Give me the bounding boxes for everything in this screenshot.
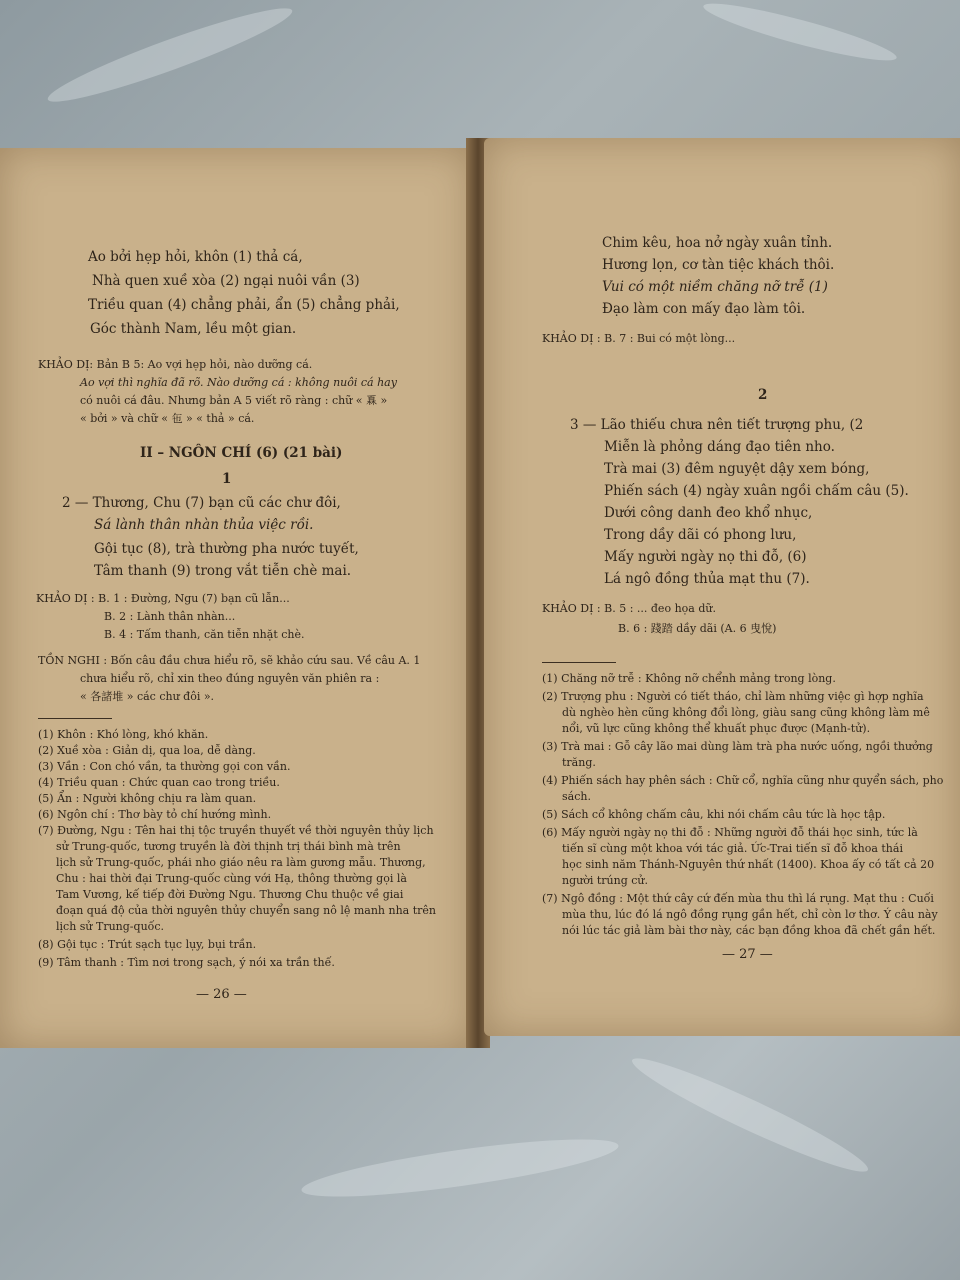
footnote: tiến sĩ cùng một khoa với tác giả. Ức-Trai tiến sĩ đỗ khoa thái	[562, 842, 903, 855]
footnote-divider	[38, 718, 112, 719]
poem-line: Vui có một niềm chăng nỡ trễ (1)	[602, 279, 828, 295]
stone-vein	[626, 1046, 874, 1183]
footnote: (7) Đường, Ngu : Tên hai thị tộc truyền thuyết về thời nguyên thủy lịch	[38, 824, 434, 837]
footnote: (2) Xuề xòa : Giản dị, qua loa, dễ dàng.	[38, 744, 256, 757]
ton-nghi-note: chưa hiểu rõ, chỉ xin theo đúng nguyên văn phiên ra :	[80, 672, 380, 685]
footnote-divider	[542, 662, 616, 663]
poem-line: 2 — Thương, Chu (7) bạn cũ các chư đôi,	[62, 495, 341, 511]
footnote: sách.	[562, 790, 591, 803]
khao-di-note: KHẢO DỊ : B. 1 : Đường, Ngu (7) bạn cũ lẫn...	[36, 592, 290, 605]
ton-nghi-note: « 各諸堆 » các chư đôi ».	[80, 690, 215, 703]
open-book	[0, 118, 960, 1063]
poem-line: Gội tục (8), trà thường pha nước tuyết,	[94, 541, 359, 557]
poem-line: Phiến sách (4) ngày xuân ngồi chấm câu (5).	[604, 483, 909, 499]
poem-line: Chim kêu, hoa nở ngày xuân tỉnh.	[602, 235, 833, 251]
footnote: người trúng cử.	[562, 874, 648, 887]
footnote: (3) Trà mai : Gỗ cây lão mai dùng làm trà pha nước uống, ngồi thưởng	[542, 740, 933, 753]
footnote: trăng.	[562, 756, 596, 769]
poem-line: Ao bởi hẹp hỏi, khôn (1) thả cá,	[88, 249, 303, 265]
poem-line: Hương lọn, cơ tàn tiệc khách thôi.	[602, 257, 835, 273]
poem-line: Triều quan (4) chẳng phải, ẩn (5) chẳng phải,	[88, 297, 400, 313]
footnote: mùa thu, lúc đó lá ngô đồng rụng gần hết, chỉ còn lơ thơ. Ý câu này	[562, 908, 938, 921]
footnote: (4) Triều quan : Chức quan cao trong triều.	[38, 776, 280, 789]
poem-line: Trong dầy dãi có phong lưu,	[604, 527, 797, 543]
khao-di-note: B. 4 : Tấm thanh, căn tiễn nhặt chè.	[104, 628, 305, 641]
khao-di-note: KHẢO DỊ: Bản B 5: Ao vợi hẹp hỏi, nào dưỡng cá.	[38, 358, 313, 371]
stone-vein	[299, 1128, 621, 1208]
footnote: (6) Mấy người ngày nọ thi đỗ : Những người đỗ thái học sinh, tức là	[542, 826, 918, 839]
section-number: 2	[758, 387, 768, 403]
footnote: (8) Gội tục : Trút sạch tục lụy, bụi trần.	[38, 938, 257, 951]
ton-nghi-note: TỒN NGHI : Bốn câu đầu chưa hiểu rõ, sẽ khảo cứu sau. Về câu A. 1	[38, 654, 421, 667]
poem-line: Trà mai (3) đêm nguyệt dậy xem bóng,	[604, 461, 870, 477]
poem-line: Nhà quen xuề xòa (2) ngại nuôi vần (3)	[92, 273, 360, 289]
footnote: (4) Phiến sách hay phên sách : Chữ cổ, nghĩa cũng như quyển sách, pho	[542, 774, 944, 787]
page-number: — 27 —	[722, 947, 773, 962]
footnote: (1) Khôn : Khó lòng, khó khăn.	[38, 728, 209, 741]
stone-vein	[700, 0, 899, 69]
poem-line: Góc thành Nam, lều một gian.	[90, 321, 297, 337]
page-number: — 26 —	[196, 987, 247, 1002]
footnote: (6) Ngôn chí : Thơ bày tỏ chí hướng mình.	[38, 808, 272, 821]
footnote: (5) Sách cổ không chấm câu, khi nói chấm câu tức là học tập.	[542, 808, 886, 821]
left-page	[0, 148, 472, 1048]
footnote: Tam Vương, kế tiếp đời Đường Ngu. Thương Chu thuộc về giai	[56, 888, 404, 901]
footnote: (3) Vần : Con chó vần, ta thường gọi con vần.	[38, 760, 291, 773]
footnote: nói lúc tác giả làm bài thơ này, các bạn đồng khoa đã chết gần hết.	[562, 924, 936, 937]
footnote: Chu : hai thời đại Trung-quốc cùng với Hạ, thông thường gọi là	[56, 872, 407, 885]
khao-di-note: có nuôi cá đâu. Nhưng bản A 5 viết rõ ràng : chữ « 𤾓 »	[80, 394, 388, 407]
footnote: (5) Ẩn : Người không chịu ra làm quan.	[38, 792, 257, 805]
footnote: sử Trung-quốc, tương truyền là đời thịnh trị thái bình mà trên	[56, 840, 401, 853]
footnote: nổi, vũ lực cũng không thể khuất phục được (Mạnh-tử).	[562, 722, 871, 735]
khao-di-note: B. 6 : 踐踏 dầy dãi (A. 6 曳悅)	[618, 622, 777, 635]
footnote: (9) Tâm thanh : Tìm nơi trong sạch, ý nói xa trần thế.	[38, 956, 335, 969]
section-number: 1	[222, 471, 232, 487]
khao-di-note: « bởi » và chữ « 㐌 » « thả » cá.	[80, 412, 255, 425]
poem-line: Sá lành thân nhàn thủa việc rồi.	[94, 517, 314, 533]
poem-line: Mấy người ngày nọ thi đỗ, (6)	[604, 549, 807, 565]
poem-line: Dưới công danh đeo khổ nhục,	[604, 505, 813, 521]
khao-di-note: B. 2 : Lành thân nhàn...	[104, 610, 236, 623]
right-page	[484, 138, 960, 1036]
footnote: dù nghèo hèn cũng không đổi lòng, giàu sang cũng không làm mê	[562, 706, 930, 719]
footnote: lịch sử Trung-quốc.	[56, 920, 165, 933]
footnote: lịch sử Trung-quốc, phái nho giáo nêu ra làm gương mẫu. Thương,	[56, 856, 426, 869]
footnote: (1) Chăng nỡ trễ : Không nỡ chểnh mảng trong lòng.	[542, 672, 836, 685]
section-title: II – NGÔN CHÍ (6) (21 bài)	[140, 445, 343, 461]
poem-line: 3 — Lão thiếu chưa nên tiết trượng phu, (2	[570, 417, 864, 433]
khao-di-note: KHẢO DỊ : B. 7 : Bui có một lòng...	[542, 332, 736, 345]
poem-line: Đạo làm con mấy đạo làm tôi.	[602, 301, 806, 317]
footnote: học sinh năm Thánh-Nguyên thứ nhất (1400). Khoa ấy có tất cả 20	[562, 858, 935, 871]
khao-di-note: KHẢO DỊ : B. 5 : ... đeo họa dữ.	[542, 602, 716, 615]
stone-vein	[43, 0, 298, 114]
poem-line: Lá ngô đồng thủa mạt thu (7).	[604, 571, 810, 587]
khao-di-note: Ao vợi thì nghĩa đã rõ. Nào dưỡng cá : không nuôi cá hay	[80, 376, 397, 389]
footnote: đoạn quá độ của thời nguyên thủy chuyển sang nô lệ manh nha trên	[56, 904, 436, 917]
footnote: (7) Ngô đồng : Một thứ cây cứ đến mùa thu thì lá rụng. Mạt thu : Cuối	[542, 892, 934, 905]
poem-line: Miễn là phỏng dáng đạo tiên nho.	[604, 439, 835, 455]
footnote: (2) Trượng phu : Người có tiết tháo, chỉ làm những việc gì hợp nghĩa	[542, 690, 924, 703]
poem-line: Tâm thanh (9) trong vắt tiễn chè mai.	[94, 563, 352, 579]
